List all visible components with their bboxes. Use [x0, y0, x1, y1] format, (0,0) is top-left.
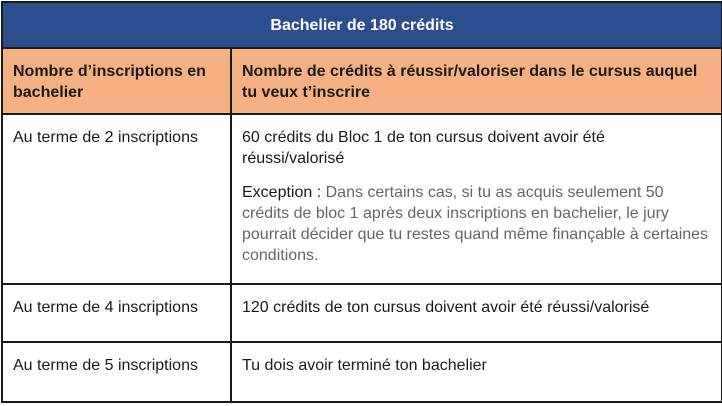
table-header-row — [2, 48, 722, 114]
row-term: Au terme de 4 inscriptions — [2, 284, 231, 342]
row-requirement: Tu dois avoir terminé ton bachelier — [231, 342, 722, 402]
exception-note — [242, 182, 711, 266]
row-term: Au terme de 2 inscriptions — [2, 114, 231, 284]
row-requirement-cell — [231, 114, 722, 284]
header-credits: Nombre de crédits à réussir/valoriser dans le cursus auquel tu veux t’inscrire — [231, 48, 722, 114]
row-requirement: 120 crédits de ton cursus doivent avoir été réussi/valorisé — [231, 284, 722, 342]
table-row — [2, 114, 722, 284]
credits-table — [1, 1, 722, 403]
table-row — [2, 342, 722, 402]
row-term: Au terme de 5 inscriptions — [2, 342, 231, 402]
exception-text: Dans certains cas, si tu as acquis seulement 50 crédits de bloc 1 après deux inscriptions en bachelier, le jury pourrait décider que tu restes quand même finançable à certaines conditions. — [242, 184, 709, 264]
header-inscriptions: Nombre d’inscriptions en bachelier — [2, 48, 231, 114]
exception-label: Exception : — [242, 184, 326, 201]
row-requirement: 60 crédits du Bloc 1 de ton cursus doivent avoir été réussi/valorisé — [242, 129, 605, 167]
table-title-row — [2, 2, 722, 48]
table-title: Bachelier de 180 crédits — [2, 2, 722, 48]
table-row — [2, 284, 722, 342]
